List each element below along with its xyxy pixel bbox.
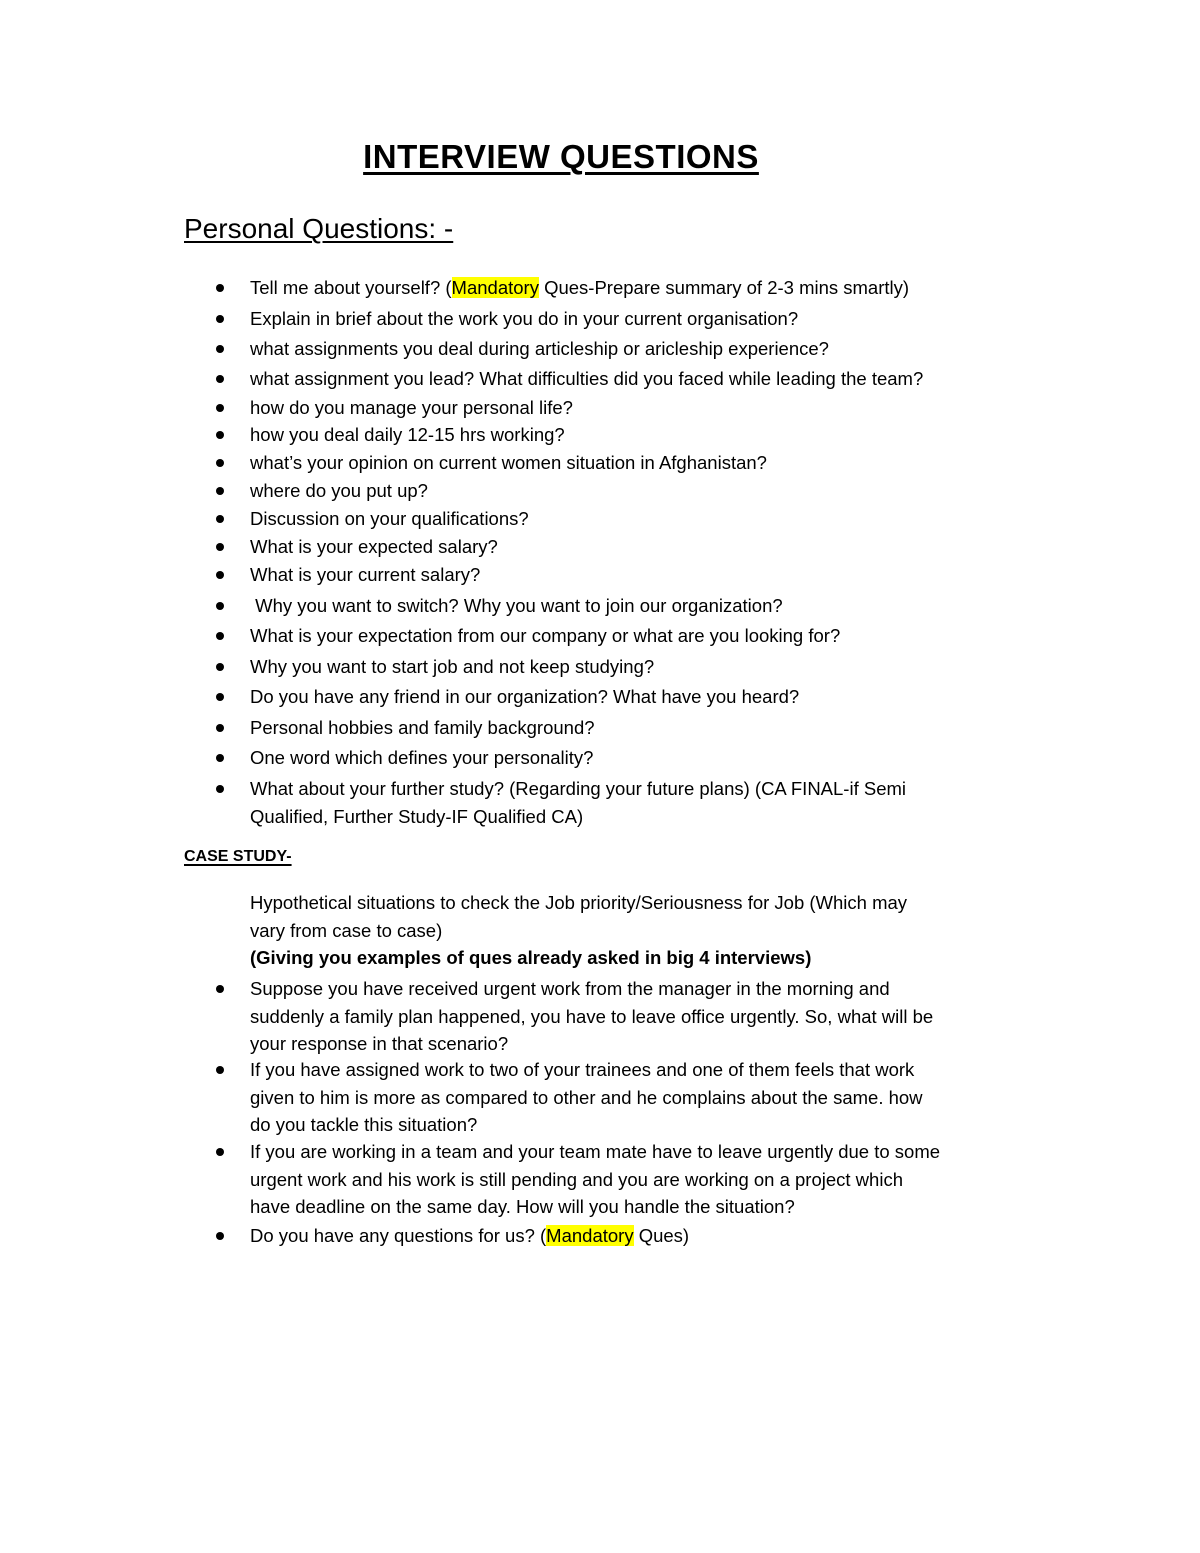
bullet-icon (216, 724, 224, 732)
bullet-icon (216, 985, 224, 993)
bullet-icon (216, 602, 224, 610)
bullet-icon (216, 375, 224, 383)
list-item-text (250, 274, 1030, 302)
list-item-text: What is your expectation from our company or what are you looking for? (250, 625, 841, 646)
text-segment: Ques) (633, 1225, 690, 1246)
list-item-text: Why you want to switch? Why you want to join our organization? (250, 595, 783, 616)
case-intro-line: (Giving you examples of ques already asked in big 4 interviews) (250, 947, 812, 968)
list-item-line: If you are working in a team and your team mate have to leave urgently due to some (250, 1141, 941, 1162)
text-segment: Tell me about yourself? ( (250, 277, 452, 298)
list-item-line: What about your further study? (Regarding your future plans) (CA FINAL-if Semi (250, 778, 907, 799)
list-item-text (250, 1222, 1030, 1250)
list-item-text: What is your current salary? (250, 564, 481, 585)
list-item-text (250, 1056, 1030, 1139)
bullet-icon (216, 1232, 224, 1240)
bullet-icon (216, 1148, 224, 1156)
bullet-icon (216, 693, 224, 701)
bullet-icon (216, 431, 224, 439)
list-item-text (250, 775, 1030, 831)
document-title: INTERVIEW QUESTIONS (363, 138, 759, 175)
list-item-text: Personal hobbies and family background? (250, 717, 595, 738)
case-study-intro (250, 889, 1010, 972)
list-item-text (250, 975, 1030, 1058)
text-segment: Do you have any questions for us? ( (250, 1225, 547, 1246)
list-item-text: One word which defines your personality? (250, 747, 594, 768)
bullet-icon (216, 284, 224, 292)
list-item-line: have deadline on the same day. How will you handle the situation? (250, 1196, 795, 1217)
list-item-line: given to him is more as compared to other and he complains about the same. how (250, 1086, 923, 1108)
bullet-icon (216, 571, 224, 579)
bullet-icon (216, 663, 224, 671)
highlighted-text: Mandatory (546, 1225, 634, 1246)
list-item-line: urgent work and his work is still pending and you are working on a project which (250, 1168, 903, 1190)
bullet-icon (216, 543, 224, 551)
bullet-icon (216, 315, 224, 323)
highlighted-text: Mandatory (451, 277, 539, 298)
case-study-heading: CASE STUDY- (184, 848, 292, 865)
list-item-line: do you tackle this situation? (250, 1114, 478, 1135)
list-item-line: If you have assigned work to two of your trainees and one of them feels that work (250, 1059, 915, 1080)
bullet-icon (216, 487, 224, 495)
list-item-line: Suppose you have received urgent work from the manager in the morning and (250, 978, 890, 999)
list-item-text: Do you have any friend in our organization? What have you heard? (250, 686, 800, 707)
list-item-text: what’s your opinion on current women situation in Afghanistan? (250, 452, 767, 473)
list-item-text: where do you put up? (250, 480, 428, 501)
list-item-line: suddenly a family plan happened, you have to leave office urgently. So, what will be (250, 1005, 934, 1027)
personal-questions-heading: Personal Questions: - (184, 213, 454, 244)
bullet-icon (216, 404, 224, 412)
case-intro-line: Hypothetical situations to check the Job priority/Seriousness for Job (Which may (250, 892, 908, 913)
list-item-line: your response in that scenario? (250, 1033, 509, 1054)
list-item-text: what assignments you deal during articleship or aricleship experience? (250, 338, 829, 359)
bullet-icon (216, 754, 224, 762)
list-item-text: Why you want to start job and not keep studying? (250, 656, 655, 677)
list-item-text: Discussion on your qualifications? (250, 508, 529, 529)
list-item-text: What is your expected salary? (250, 536, 498, 557)
bullet-icon (216, 345, 224, 353)
list-item-line: Qualified, Further Study-IF Qualified CA) (250, 806, 584, 827)
bullet-icon (216, 632, 224, 640)
case-intro-line: vary from case to case) (250, 919, 443, 941)
list-item-text: how you deal daily 12-15 hrs working? (250, 424, 565, 445)
list-item-text: how do you manage your personal life? (250, 397, 573, 418)
bullet-icon (216, 459, 224, 467)
list-item-text: what assignment you lead? What difficulties did you faced while leading the team? (250, 368, 924, 389)
text-segment: Ques-Prepare summary of 2-3 mins smartly) (538, 277, 910, 298)
list-item-text (250, 1138, 1030, 1221)
bullet-icon (216, 785, 224, 793)
bullet-icon (216, 515, 224, 523)
bullet-icon (216, 1066, 224, 1074)
list-item-text: Explain in brief about the work you do in your current organisation? (250, 308, 799, 329)
